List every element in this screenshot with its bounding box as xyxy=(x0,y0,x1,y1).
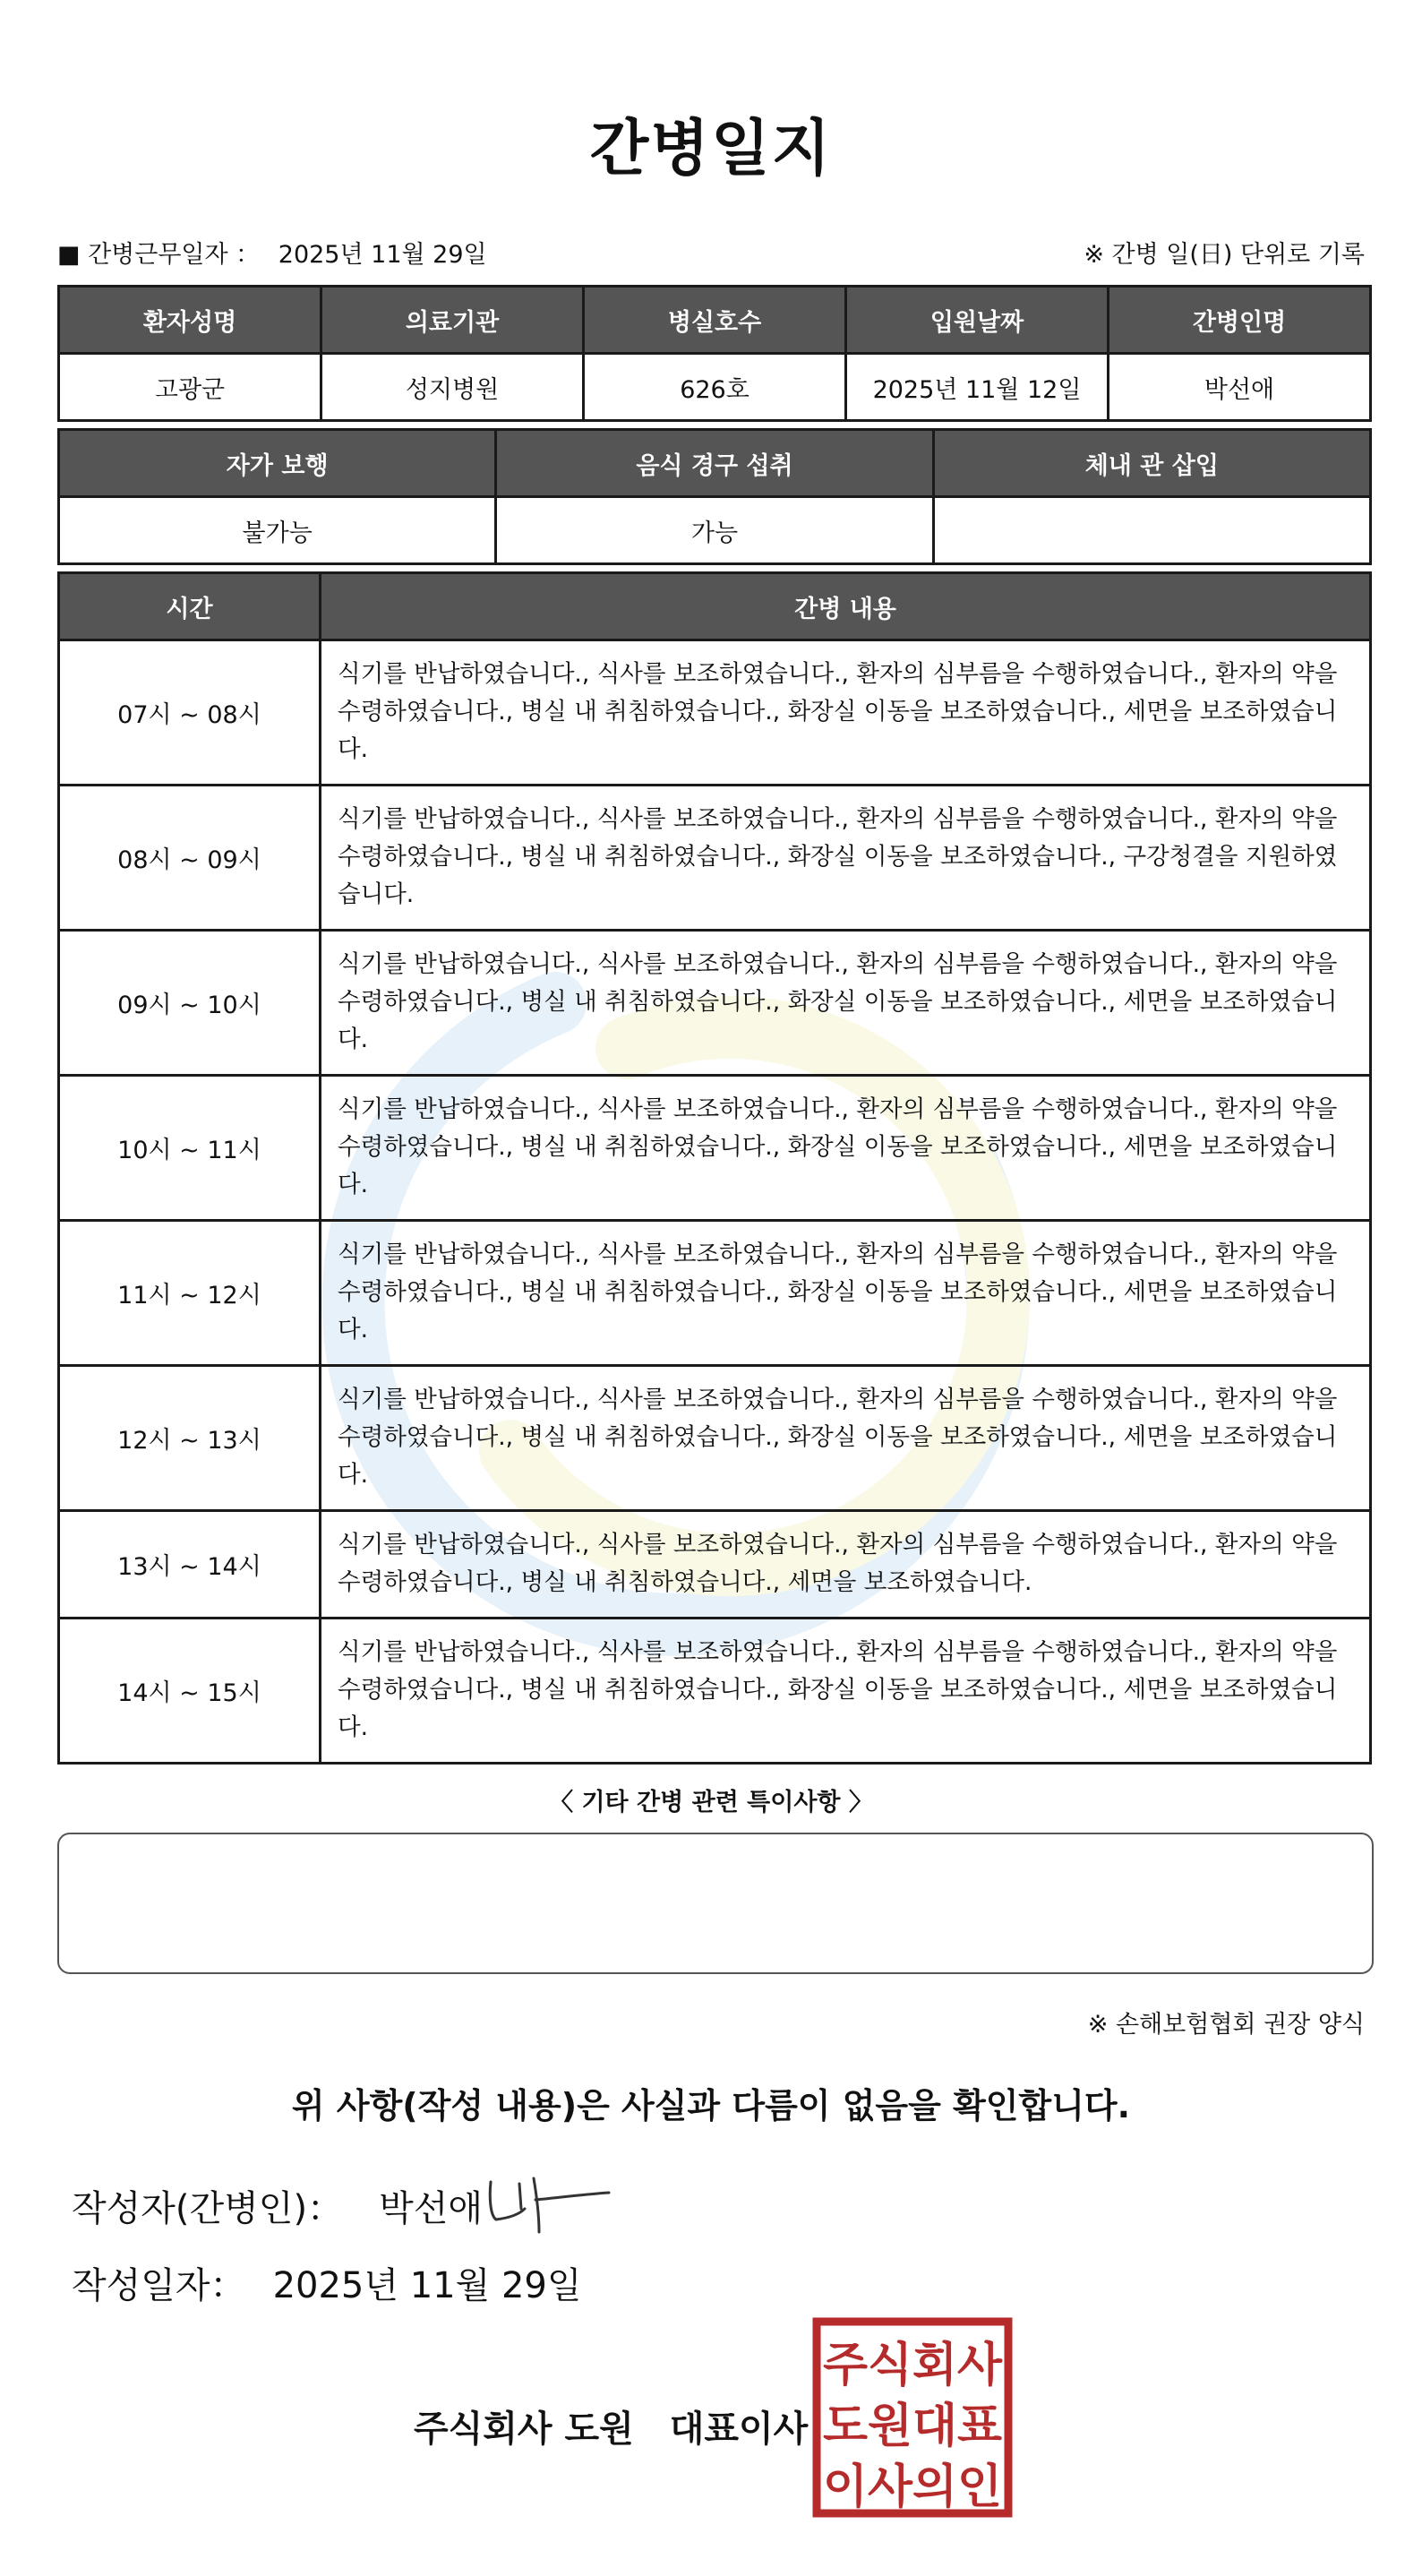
table-row xyxy=(59,786,1371,931)
table-row xyxy=(59,1619,1371,1764)
time-cell: 08시 ~ 09시 xyxy=(59,786,321,931)
care-log-table xyxy=(57,571,1372,1765)
writer-label: 작성자(간병인)： xyxy=(72,2188,344,2229)
work-date xyxy=(57,235,487,270)
write-date-value: 2025년 11월 29일 xyxy=(272,2265,582,2306)
tube-insertion-value xyxy=(933,497,1370,564)
patient-name: 고광군 xyxy=(59,354,321,421)
time-cell: 10시 ~ 11시 xyxy=(59,1076,321,1221)
recommend-note: ※ 손해보험협회 권장 양식 xyxy=(1087,2011,1365,2039)
table-header: 체내 관 삽입 xyxy=(933,430,1370,497)
table-header: 음식 경구 섭취 xyxy=(496,430,933,497)
write-date-line xyxy=(72,2257,582,2308)
write-date-label: 작성일자： xyxy=(72,2265,246,2306)
time-cell: 11시 ~ 12시 xyxy=(59,1221,321,1366)
patient-info-table xyxy=(57,285,1372,422)
caregiver-name: 박선애 xyxy=(1109,354,1371,421)
table-header: 입원날짜 xyxy=(846,287,1109,354)
room-number: 626호 xyxy=(584,354,846,421)
work-date-value: 2025년 11월 29일 xyxy=(278,241,487,269)
writer-name: 박선애 xyxy=(379,2188,483,2229)
table-row xyxy=(59,1511,1371,1619)
content-cell: 식기를 반납하였습니다., 식사를 보조하였습니다., 환자의 심부름을 수행하였습니다., 환자의 약을 수령하였습니다., 병실 내 취침하였습니다., 화장실 이동을 보조하였습니다., 세면을 보조하였습니다. xyxy=(321,1619,1371,1764)
table-row xyxy=(59,1221,1371,1366)
svg-text:도원대표: 도원대표 xyxy=(823,2400,1002,2453)
content-cell: 식기를 반납하였습니다., 식사를 보조하였습니다., 환자의 심부름을 수행하였습니다., 환자의 약을 수령하였습니다., 병실 내 취침하였습니다., 화장실 이동을 보조하였습니다., 세면을 보조하였습니다. xyxy=(321,1076,1371,1221)
table-header: 병실호수 xyxy=(584,287,846,354)
signature-icon xyxy=(484,2173,618,2236)
time-cell: 12시 ~ 13시 xyxy=(59,1366,321,1511)
writer-line xyxy=(72,2180,483,2231)
unit-note: ※ 간병 일(日) 단위로 기록 xyxy=(1084,241,1365,269)
table-header: 자가 보행 xyxy=(59,430,496,497)
table-header: 환자성명 xyxy=(59,287,321,354)
content-cell: 식기를 반납하였습니다., 식사를 보조하였습니다., 환자의 심부름을 수행하였습니다., 환자의 약을 수령하였습니다., 병실 내 취침하였습니다., 화장실 이동을 보조하였습니다., 세면을 보조하였습니다. xyxy=(321,1221,1371,1366)
content-cell: 식기를 반납하였습니다., 식사를 보조하였습니다., 환자의 심부름을 수행하였습니다., 환자의 약을 수령하였습니다., 병실 내 취침하였습니다., 화장실 이동을 보조하였습니다., 세면을 보조하였습니다. xyxy=(321,640,1371,786)
table-row xyxy=(59,1076,1371,1221)
svg-text:주식회사: 주식회사 xyxy=(823,2339,1003,2392)
notes-box xyxy=(57,1833,1374,1974)
confirm-statement: 위 사항(작성 내용)은 사실과 다름이 없음을 확인합니다. xyxy=(291,2086,1131,2125)
time-cell: 07시 ~ 08시 xyxy=(59,640,321,786)
svg-text:이사의인: 이사의인 xyxy=(823,2460,1002,2514)
content-cell: 식기를 반납하였습니다., 식사를 보조하였습니다., 환자의 심부름을 수행하였습니다., 환자의 약을 수령하였습니다., 병실 내 취침하였습니다., 세면을 보조하였습니다. xyxy=(321,1511,1371,1619)
time-cell: 09시 ~ 10시 xyxy=(59,931,321,1076)
table-header: 의료기관 xyxy=(321,287,584,354)
patient-status-table xyxy=(57,428,1372,565)
oral-intake-value: 가능 xyxy=(496,497,933,564)
work-date-label: ■ 간병근무일자 ： xyxy=(57,241,261,269)
company-representative: 대표이사 xyxy=(669,2409,809,2450)
table-header: 간병 내용 xyxy=(321,573,1371,640)
table-row xyxy=(59,640,1371,786)
table-header: 시간 xyxy=(59,573,321,640)
page-title: 간병일지 xyxy=(589,114,833,185)
table-row xyxy=(59,931,1371,1076)
content-cell: 식기를 반납하였습니다., 식사를 보조하였습니다., 환자의 심부름을 수행하였습니다., 환자의 약을 수령하였습니다., 병실 내 취침하였습니다., 화장실 이동을 보조하였습니다., 세면을 보조하였습니다. xyxy=(321,1366,1371,1511)
self-walking-value: 불가능 xyxy=(59,497,496,564)
company-name: 주식회사 도원 xyxy=(414,2409,634,2450)
admission-date: 2025년 11월 12일 xyxy=(846,354,1109,421)
table-header: 간병인명 xyxy=(1109,287,1371,354)
notes-title: 〈 기타 간병 관련 특이사항 〉 xyxy=(549,1789,873,1816)
time-cell: 13시 ~ 14시 xyxy=(59,1511,321,1619)
content-cell: 식기를 반납하였습니다., 식사를 보조하였습니다., 환자의 심부름을 수행하였습니다., 환자의 약을 수령하였습니다., 병실 내 취침하였습니다., 화장실 이동을 보조하였습니다., 세면을 보조하였습니다. xyxy=(321,931,1371,1076)
content-cell: 식기를 반납하였습니다., 식사를 보조하였습니다., 환자의 심부름을 수행하였습니다., 환자의 약을 수령하였습니다., 병실 내 취침하였습니다., 화장실 이동을 보조하였습니다., 구강청결을 지원하였습니다. xyxy=(321,786,1371,931)
company-seal-icon xyxy=(811,2316,1014,2519)
hospital-name: 성지병원 xyxy=(321,354,584,421)
time-cell: 14시 ~ 15시 xyxy=(59,1619,321,1764)
company-line xyxy=(414,2400,808,2451)
table-row xyxy=(59,1366,1371,1511)
